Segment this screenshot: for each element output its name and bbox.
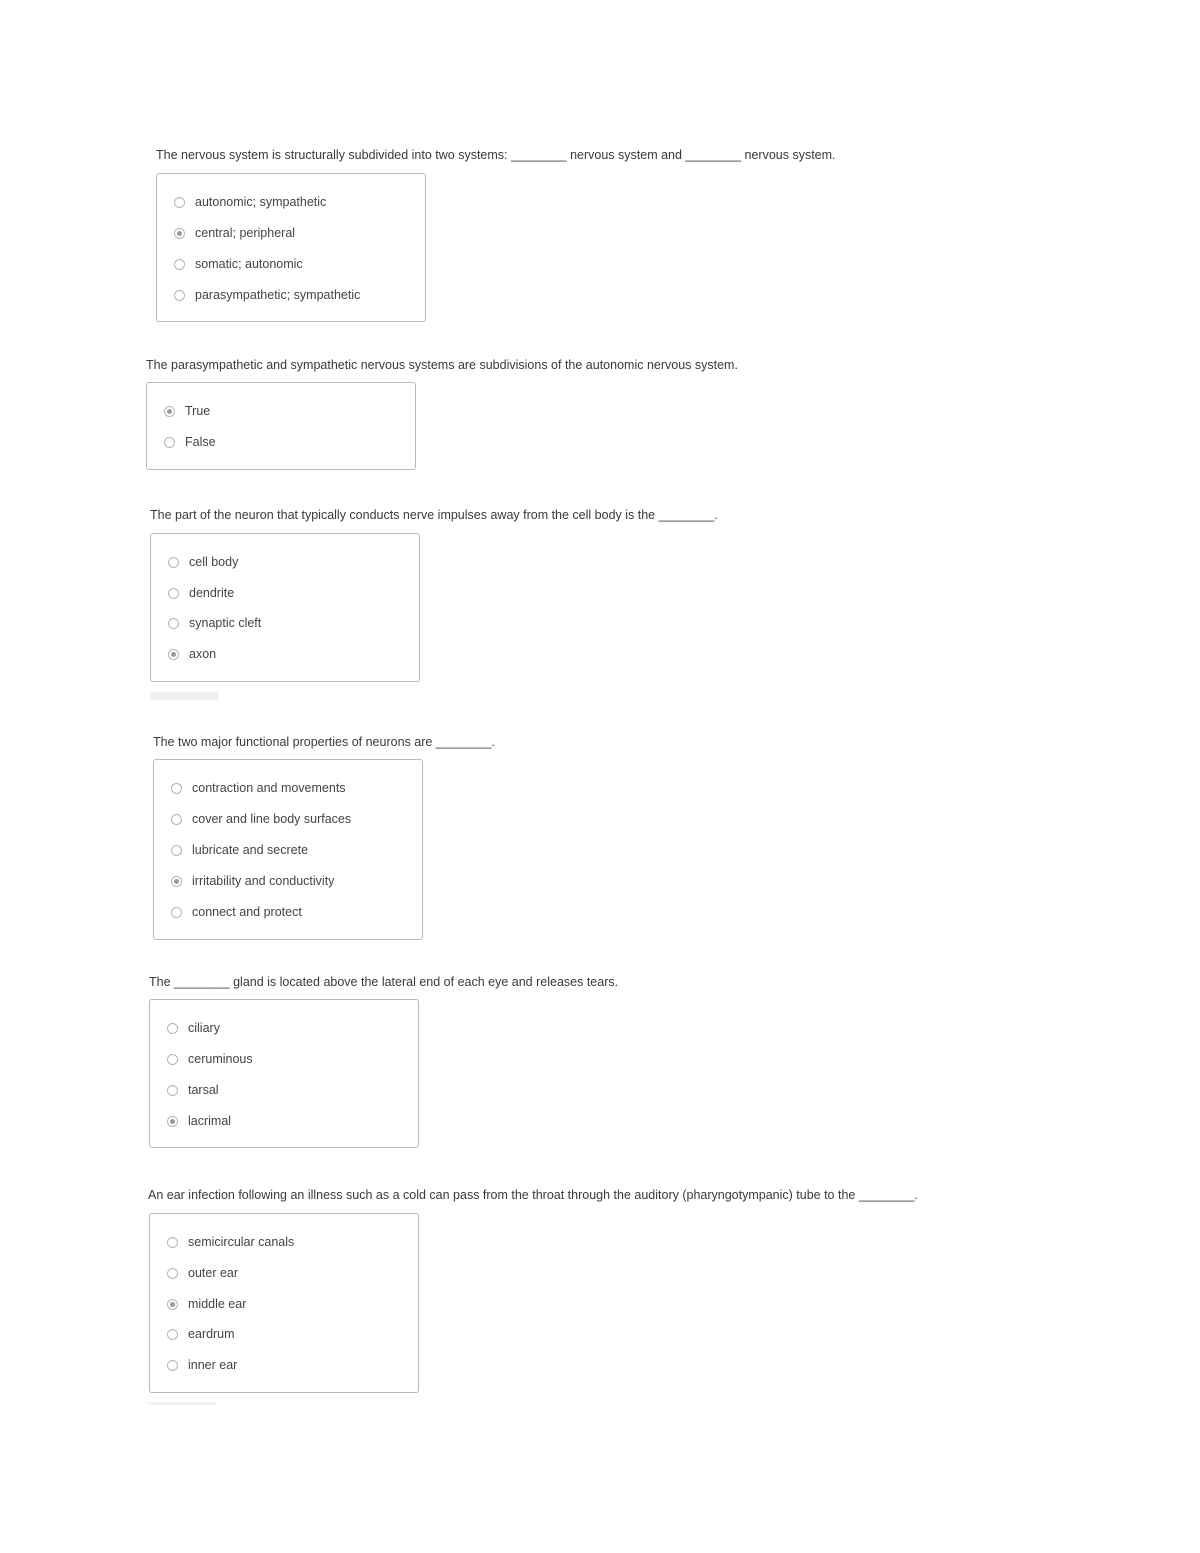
answer-label: parasympathetic; sympathetic <box>195 288 361 302</box>
answer-option[interactable] <box>167 1264 238 1282</box>
question-text: An ear infection following an illness such as a cold can pass from the throat through the auditory (pharyngotympanic) tube to the ________. <box>148 1188 918 1202</box>
answer-option[interactable] <box>167 1050 253 1068</box>
question-5 <box>149 974 618 990</box>
question-2 <box>146 357 738 373</box>
answer-option[interactable] <box>171 810 351 828</box>
answer-label: contraction and movements <box>192 781 346 795</box>
answer-options <box>146 382 416 470</box>
answer-label: somatic; autonomic <box>195 257 303 271</box>
answer-label: irritability and conductivity <box>192 874 335 888</box>
answer-option[interactable] <box>174 193 326 211</box>
radio-button[interactable] <box>164 437 175 448</box>
answer-label: lubricate and secrete <box>192 843 309 857</box>
faded-divider <box>150 692 219 700</box>
answer-options <box>153 759 423 940</box>
answer-label: connect and protect <box>192 905 302 919</box>
answer-label: autonomic; sympathetic <box>195 195 327 209</box>
answer-label: True <box>185 404 211 418</box>
radio-button[interactable] <box>167 1085 178 1096</box>
answer-label: dendrite <box>189 586 235 600</box>
answer-option[interactable] <box>168 645 216 663</box>
answer-label: synaptic cleft <box>189 616 262 630</box>
question-1 <box>156 147 836 163</box>
answer-option[interactable] <box>174 224 295 242</box>
answer-label: eardrum <box>188 1327 235 1341</box>
radio-button[interactable] <box>167 1360 178 1371</box>
question-text: The part of the neuron that typically conducts nerve impulses away from the cell body is the ________. <box>150 508 718 522</box>
answer-option[interactable] <box>174 255 303 273</box>
radio-button[interactable] <box>168 649 179 660</box>
radio-button[interactable] <box>171 876 182 887</box>
question-6 <box>148 1187 918 1203</box>
question-text: The ________ gland is located above the lateral end of each eye and releases tears. <box>149 975 619 989</box>
radio-button[interactable] <box>167 1116 178 1127</box>
answer-option[interactable] <box>167 1295 246 1313</box>
answer-options <box>149 1213 419 1393</box>
answer-option[interactable] <box>167 1112 231 1130</box>
radio-button[interactable] <box>167 1023 178 1034</box>
radio-button[interactable] <box>167 1237 178 1248</box>
answer-option[interactable] <box>167 1325 235 1343</box>
answer-options <box>150 533 420 682</box>
radio-button[interactable] <box>168 588 179 599</box>
radio-button[interactable] <box>171 907 182 918</box>
radio-button[interactable] <box>168 557 179 568</box>
answer-option[interactable] <box>168 584 234 602</box>
answer-label: lacrimal <box>188 1114 232 1128</box>
answer-option[interactable] <box>171 841 308 859</box>
answer-option[interactable] <box>167 1019 220 1037</box>
answer-option[interactable] <box>171 872 334 890</box>
answer-option[interactable] <box>167 1233 294 1251</box>
answer-option[interactable] <box>168 553 238 571</box>
answer-option[interactable] <box>167 1081 219 1099</box>
answer-label: middle ear <box>188 1297 247 1311</box>
radio-button[interactable] <box>168 618 179 629</box>
answer-options <box>156 173 426 322</box>
question-3 <box>150 507 718 523</box>
radio-button[interactable] <box>167 1268 178 1279</box>
faded-divider <box>148 1402 217 1405</box>
question-4 <box>153 734 495 750</box>
answer-label: semicircular canals <box>188 1235 295 1249</box>
answer-label: axon <box>189 647 217 661</box>
radio-button[interactable] <box>174 290 185 301</box>
radio-button[interactable] <box>167 1054 178 1065</box>
answer-label: cover and line body surfaces <box>192 812 352 826</box>
answer-option[interactable] <box>171 903 302 921</box>
question-text: The nervous system is structurally subdivided into two systems: ________ nervous system and ________ nervous system. <box>156 148 836 162</box>
radio-button[interactable] <box>171 783 182 794</box>
answer-options <box>149 999 419 1148</box>
radio-button[interactable] <box>171 845 182 856</box>
answer-label: tarsal <box>188 1083 219 1097</box>
answer-option[interactable] <box>167 1356 237 1374</box>
radio-button[interactable] <box>174 259 185 270</box>
question-text: The two major functional properties of neurons are ________. <box>153 735 495 749</box>
answer-label: inner ear <box>188 1358 238 1372</box>
answer-option[interactable] <box>168 614 261 632</box>
answer-label: outer ear <box>188 1266 239 1280</box>
radio-button[interactable] <box>167 1299 178 1310</box>
answer-label: ceruminous <box>188 1052 253 1066</box>
answer-label: cell body <box>189 555 239 569</box>
answer-option[interactable] <box>171 779 346 797</box>
radio-button[interactable] <box>174 197 185 208</box>
radio-button[interactable] <box>164 406 175 417</box>
answer-option[interactable] <box>174 286 360 304</box>
answer-option[interactable] <box>164 402 210 420</box>
answer-label: False <box>185 435 216 449</box>
answer-label: ciliary <box>188 1021 220 1035</box>
question-text: The parasympathetic and sympathetic nervous systems are subdivisions of the autonomic nervous system. <box>146 358 738 372</box>
radio-button[interactable] <box>167 1329 178 1340</box>
radio-button[interactable] <box>171 814 182 825</box>
answer-label: central; peripheral <box>195 226 296 240</box>
radio-button[interactable] <box>174 228 185 239</box>
answer-option[interactable] <box>164 433 216 451</box>
